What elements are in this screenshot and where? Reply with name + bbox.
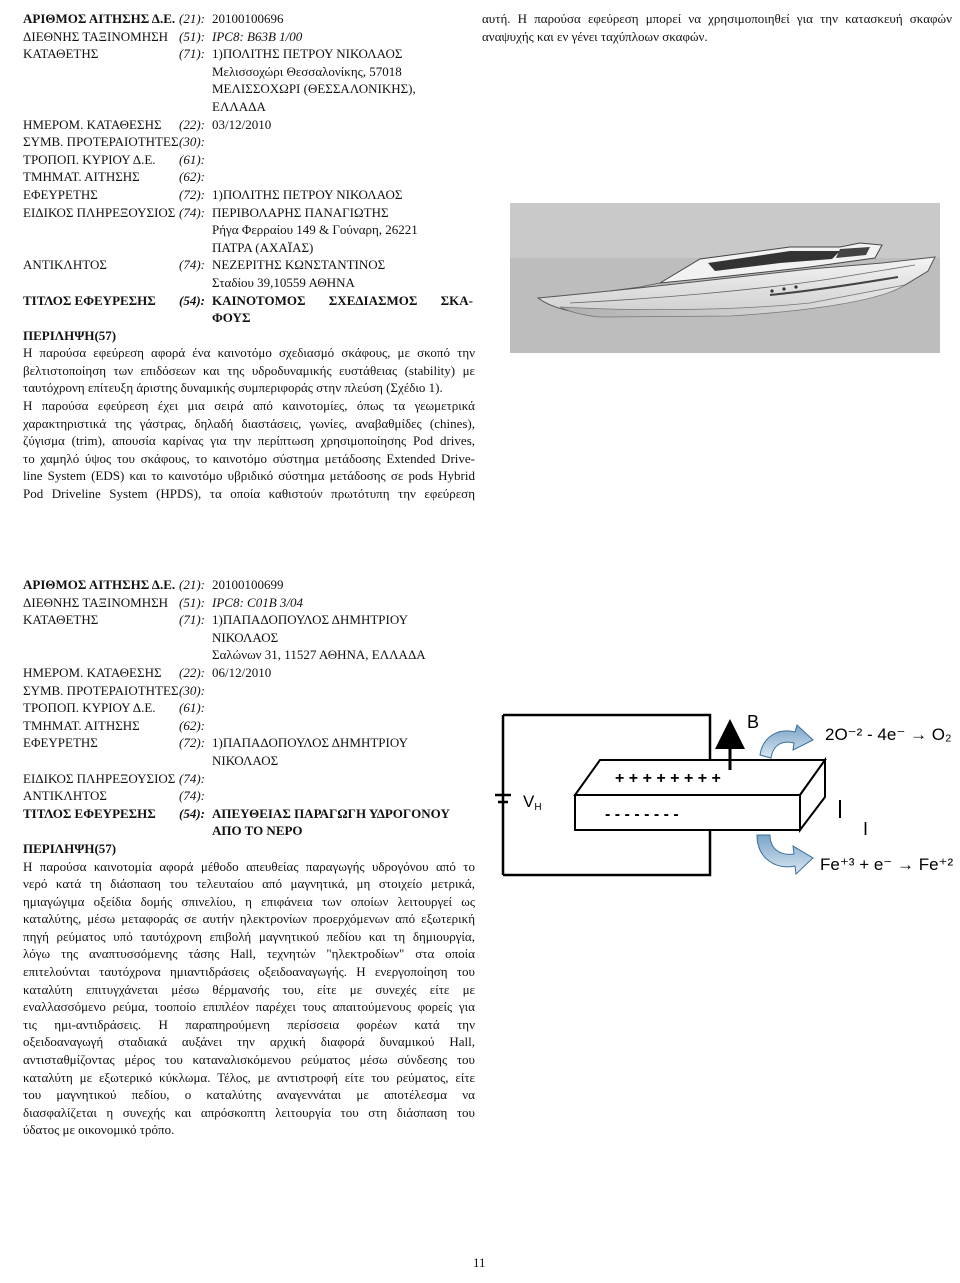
field-row: [23, 646, 475, 664]
field-value: [179, 98, 475, 116]
field-row: [23, 168, 475, 186]
field-label: [23, 629, 179, 647]
field-value: [179, 717, 475, 735]
field-value: [179, 770, 475, 788]
field-label: ΕΙΔΙΚΟΣ ΠΛΗΡΕΞΟΥΣΙΟΣ: [23, 770, 176, 786]
field-row: [23, 256, 475, 274]
field-text: ΠΑΤΡΑ (ΑΧΑΪΑΣ): [212, 239, 314, 255]
field-row: [23, 274, 475, 292]
abstract-line: Η παρούσα εφεύρεση αφορά ένα καινοτόμο σχεδιασμό σκάφους, με σκοπό την: [23, 345, 475, 361]
title-line-2: ΦΟΥΣ: [212, 310, 251, 326]
abstract-line: ζύγισμα (trim), απουσία καρίνας για την περίπτωση χρησιμοποίησης Pod drives,: [23, 433, 475, 449]
field-label: ΗΜΕΡΟΜ. ΚΑΤΑΘΕΣΗΣ: [23, 664, 162, 680]
field-label: [23, 63, 179, 81]
field-label: ΑΝΤΙΚΛΗΤΟΣ: [23, 257, 107, 273]
field-text: ΝΕΖΕΡΙΤΗΣ ΚΩΝΣΤΑΝΤΙΝΟΣ: [212, 257, 386, 273]
field-text: Σαλώνων 31, 11527 ΑΘΗΝΑ, ΕΛΛΑΔΑ: [212, 647, 426, 663]
abstract-line: του μαγνητικού πεδίου, ο καταλύτης αναγεννάται με αποτέλεσμα να: [23, 1087, 475, 1103]
field-value: [179, 116, 475, 134]
field-row: [23, 594, 475, 612]
abstract-line: καταλύτη επιτυγχάνεται μέσω θέρμανσής του, είτε με συνεχές είτε με: [23, 981, 475, 997]
title-line-1: ΚΑΙΝΟΤΟΜΟΣ ΣΧΕΔΙΑΣΜΟΣ ΣΚΑ-: [212, 292, 473, 308]
field-value: [179, 45, 475, 63]
field-row: [23, 98, 475, 116]
field-row: [23, 45, 475, 63]
title-line-1: ΑΠΕΥΘΕΙΑΣ ΠΑΡΑΓΩΓΗ ΥΔΡΟΓΟΝΟΥ: [212, 805, 450, 821]
field-text: Ρήγα Φερραίου 149 & Γούναρη, 26221: [212, 222, 418, 238]
abstract-line: ύδατος με οικονομικό τρόπο.: [23, 1122, 175, 1138]
field-value: [179, 682, 475, 700]
abstract-line: επιτελούνται ταυτόχρονα ημιαντιδράσεις οξειδοαναγωγής. Η ενεργοποίηση του: [23, 964, 475, 980]
record-1-abstract-continuation: [482, 10, 952, 45]
abstract-line: διασφαλίζεται η συνεχής και απρόσκοπτη λειτουργία του στη διάσπαση του: [23, 1104, 475, 1120]
field-text: IPC8: C01B 3/04: [212, 594, 303, 610]
field-text: 1)ΠΑΠΑΔΟΠΟΥΛΟΣ ΔΗΜΗΤΡΙΟΥ: [212, 612, 408, 628]
field-row: [23, 787, 475, 805]
vh-label: VH: [523, 792, 542, 813]
field-code: (74):: [179, 204, 205, 220]
field-text: 1)ΠΟΛΙΤΗΣ ΠΕΤΡΟΥ ΝΙΚΟΛΑΟΣ: [212, 46, 403, 62]
field-code: (62):: [179, 169, 205, 185]
abstract-line: οξειδοαναγωγή σταδιακά αυξάνει την αρχική διαφορά δυναμικού Hall,: [23, 1034, 475, 1050]
field-value: [179, 752, 475, 770]
field-row: [23, 221, 475, 239]
i-label: I: [863, 819, 869, 839]
field-text: 03/12/2010: [212, 116, 272, 132]
field-label: ΣΥΜΒ. ΠΡΟΤΕΡΑΙΟΤΗΤΕΣ: [23, 682, 179, 698]
field-label: [23, 752, 179, 770]
field-label: [23, 80, 179, 98]
field-text: 1)ΠΑΠΑΔΟΠΟΥΛΟΣ ΔΗΜΗΤΡΙΟΥ: [212, 735, 408, 751]
field-row: [23, 204, 475, 222]
page-number: 11: [473, 1255, 486, 1270]
field-text: ΠΕΡΙΒΟΛΑΡΗΣ ΠΑΝΑΓΙΩΤΗΣ: [212, 204, 389, 220]
iron-flow-arrow: [757, 835, 813, 874]
field-code: (72):: [179, 735, 205, 751]
abstract-line: εναλλασσόμενο ρεύμα, τοοποίο επιπλέον παρέχει τους απαιτούμενους φορείς για: [23, 999, 475, 1015]
field-value: [179, 576, 475, 594]
title-label: ΤΙΤΛΟΣ ΕΦΕΥΡΕΣΗΣ: [23, 805, 156, 821]
b-label: B: [747, 712, 760, 732]
top-reaction: 2O⁻² - 4e⁻ → O₂: [825, 725, 952, 744]
record-2: [23, 576, 475, 1139]
field-label: ΚΑΤΑΘΕΤΗΣ: [23, 46, 99, 62]
minus-charges: - - - - - - - -: [605, 806, 679, 823]
bottom-reaction: Fe⁺³ + e⁻ → Fe⁺²: [820, 855, 954, 874]
field-value: [179, 646, 475, 664]
field-label: [23, 221, 179, 239]
field-value: [179, 611, 475, 629]
record-1-fields: [23, 10, 475, 292]
field-row: [23, 770, 475, 788]
field-code: (71):: [179, 612, 205, 628]
field-label: ΗΜΕΡΟΜ. ΚΑΤΑΘΕΣΗΣ: [23, 116, 162, 132]
field-label: ΑΝΤΙΚΛΗΤΟΣ: [23, 788, 107, 804]
continuation-line: αυτή. Η παρούσα εφεύρεση μπορεί να χρησιμοποιηθεί για την κατασκευή σκαφών: [482, 11, 952, 26]
field-row: [23, 611, 475, 629]
field-text: ΝΙΚΟΛΑΟΣ: [212, 752, 279, 768]
field-value: [179, 274, 475, 292]
field-code: (74):: [179, 788, 205, 804]
abstract-line: line System (EDS) και το καινοτόμο υβριδικό σύστημα μετάδοσης σε pods Hybrid: [23, 468, 475, 484]
abstract-line: Η παρούσα εφεύρεση έχει μια σειρά από καινοτομίες, όπως τα γεωμετρικά: [23, 398, 475, 414]
record-1-title-row: [23, 292, 475, 310]
field-row: [23, 682, 475, 700]
field-text: IPC8: B63B 1/00: [212, 28, 303, 44]
field-label: ΔΙΕΘΝΗΣ ΤΑΞΙΝΟΜΗΣΗ: [23, 28, 169, 44]
abstract-heading: ΠΕΡΙΛΗΨΗ(57): [23, 840, 117, 856]
abstract-line: πηγή ρεύματος υπό ταυτόχρονη επιβολή μαγνητικού πεδίου και τη δημιουργία,: [23, 928, 475, 944]
field-label: [23, 646, 179, 664]
field-row: [23, 28, 475, 46]
record-1-abstract: [23, 344, 475, 502]
abstract-heading: ΠΕΡΙΛΗΨΗ(57): [23, 327, 117, 343]
field-row: [23, 752, 475, 770]
field-value: [179, 664, 475, 682]
field-row: [23, 186, 475, 204]
field-code: (61):: [179, 151, 205, 167]
field-label: ΤΡΟΠΟΠ. ΚΥΡΙΟΥ Δ.Ε.: [23, 700, 156, 716]
oxygen-flow-arrow: [760, 725, 813, 758]
title-value: (54): ΚΑΙΝΟΤΟΜΟΣ ΣΧΕΔΙΑΣΜΟΣ ΣΚΑ-: [179, 292, 473, 308]
field-row: [23, 734, 475, 752]
field-value: [179, 256, 475, 274]
field-text: Μελισσοχώρι Θεσσαλονίκης, 57018: [212, 63, 402, 79]
field-value: [179, 186, 475, 204]
field-text: 20100100699: [212, 577, 284, 592]
field-value: [179, 80, 475, 98]
field-code: (61):: [179, 700, 205, 716]
abstract-line: βελτιστοποίηση των επιδόσεων και της υδροδυναμικής ευστάθειας (stability) με: [23, 362, 475, 378]
field-row: [23, 699, 475, 717]
field-text: 06/12/2010: [212, 664, 272, 680]
abstract-line: Pod Driveline System (HPDS), τα οποία καθιστούν πρωτότυπη την εφεύρεση: [23, 486, 475, 502]
field-row: [23, 116, 475, 134]
field-code: (74):: [179, 257, 205, 273]
field-row: [23, 239, 475, 257]
field-label: ΤΜΗΜΑΤ. ΑΙΤΗΣΗΣ: [23, 717, 140, 733]
plus-charges: + + + + + + + +: [615, 770, 721, 787]
field-row: [23, 63, 475, 81]
abstract-line: καταλύτη με εξωτερικό κύκλωμα. Τέλος, με αντιστροφή είτε του ρεύματος, είτε: [23, 1069, 475, 1085]
field-value: [179, 63, 475, 81]
title-line-2: ΑΠΟ ΤΟ ΝΕΡΟ: [212, 823, 303, 839]
hall-effect-diagram: [495, 700, 955, 900]
field-text: ΜΕΛΙΣΣΟΧΩΡΙ (ΘΕΣΣΑΛΟΝΙΚΗΣ),: [212, 81, 416, 97]
field-code: (72):: [179, 186, 205, 202]
field-label: ΤΜΗΜΑΤ. ΑΙΤΗΣΗΣ: [23, 169, 140, 185]
field-label: [23, 274, 179, 292]
field-text: 1)ΠΟΛΙΤΗΣ ΠΕΤΡΟΥ ΝΙΚΟΛΑΟΣ: [212, 186, 403, 202]
abstract-line: λόγω της αναπτυσσόμενης τάσης Hall, τεχνητών "ηλεκτροδίων" στα οποία: [23, 946, 475, 962]
field-row: [23, 664, 475, 682]
abstract-line: ταυτόχρονη επίτευξη άριστης δυναμικής συμπεριφοράς στην πλεύση (Σχέδιο 1).: [23, 380, 443, 396]
field-label: ΑΡΙΘΜΟΣ ΑΙΤΗΣΗΣ Δ.Ε.: [23, 577, 176, 592]
field-row: [23, 629, 475, 647]
field-label: ΕΦΕΥΡΕΤΗΣ: [23, 735, 98, 751]
field-row: [23, 151, 475, 169]
field-code: (21):: [179, 11, 205, 26]
field-value: [179, 594, 475, 612]
field-text: 20100100696: [212, 11, 284, 26]
field-value: [179, 168, 475, 186]
field-value: [179, 787, 475, 805]
abstract-line: χαρακτηριστικά της γάστρας, δηλαδή διαστάσεις, γωνίες, αναβαθμίδες (chines),: [23, 415, 475, 431]
title-value: (54): ΑΠΕΥΘΕΙΑΣ ΠΑΡΑΓΩΓΗ ΥΔΡΟΓΟΝΟΥ: [179, 805, 475, 823]
field-code: (51):: [179, 594, 205, 610]
field-value: [179, 699, 475, 717]
field-value: [179, 239, 475, 257]
record-2-fields: [23, 576, 475, 805]
field-row: [23, 10, 475, 28]
field-label: ΚΑΤΑΘΕΤΗΣ: [23, 612, 99, 628]
field-label: ΕΙΔΙΚΟΣ ΠΛΗΡΕΞΟΥΣΙΟΣ: [23, 204, 176, 220]
field-value: [179, 204, 475, 222]
field-value: [179, 734, 475, 752]
field-value: [179, 133, 475, 151]
abstract-line: τις ημι-αντιδράσεις. Η παραπηρούμενη περίσσεια φορέων κατά την: [23, 1016, 475, 1032]
abstract-line: ημιαγώγιμα οξείδια δομής σπινελίου, η επιφάνεια των οποίων λειτουργεί ως: [23, 893, 475, 909]
field-value: [179, 221, 475, 239]
field-row: [23, 576, 475, 594]
abstract-line: νερό κατά τη διάσπαση του τελευταίου από μαγνητικά, μη στοιχείο μετρικά,: [23, 876, 475, 892]
field-label: ΤΡΟΠΟΠ. ΚΥΡΙΟΥ Δ.Ε.: [23, 151, 156, 167]
field-row: [23, 717, 475, 735]
field-label: ΣΥΜΒ. ΠΡΟΤΕΡΑΙΟΤΗΤΕΣ: [23, 134, 179, 150]
abstract-line: Η παρούσα καινοτομία αφορά μέθοδο απευθείας παραγωγής υδρογόνου από το: [23, 858, 475, 874]
title-label: ΤΙΤΛΟΣ ΕΦΕΥΡΕΣΗΣ: [23, 292, 156, 308]
field-text: ΕΛΛΑΔΑ: [212, 98, 266, 114]
field-code: (21):: [179, 577, 205, 592]
field-value: [179, 151, 475, 169]
field-value: [179, 10, 475, 28]
field-code: (62):: [179, 717, 205, 733]
record-2-abstract: [23, 858, 475, 1140]
boat-figure: [510, 203, 940, 353]
field-label: [23, 239, 179, 257]
field-value: [179, 28, 475, 46]
abstract-line: αντισταθμίζοντας μέρος του καταναλισκόμενου ρεύματος μέσω σύνδεσης του: [23, 1052, 475, 1068]
field-code: (30):: [179, 682, 205, 698]
field-code: (30):: [179, 134, 205, 150]
field-code: (22):: [179, 116, 205, 132]
field-code: (74):: [179, 770, 205, 786]
abstract-line: καταλύτης, μέσω μεταφοράς σε αυτήν ηλεκτρονίων προερχόμενων από εξωτερική: [23, 911, 475, 927]
field-label: ΔΙΕΘΝΗΣ ΤΑΞΙΝΟΜΗΣΗ: [23, 594, 169, 610]
field-label: ΕΦΕΥΡΕΤΗΣ: [23, 186, 98, 202]
record-1: [23, 10, 475, 503]
field-code: (51):: [179, 28, 205, 44]
continuation-line: αναψυχής και εν γένει ταχύπλοων σκαφών.: [482, 28, 708, 44]
field-label: ΑΡΙΘΜΟΣ ΑΙΤΗΣΗΣ Δ.Ε.: [23, 11, 176, 26]
field-text: Σταδίου 39,10559 ΑΘΗΝΑ: [212, 274, 355, 290]
abstract-line: το χαμηλό ύψος του σκάφους, το καινοτόμο σύστημα μετάδοσης Extended Drive-: [23, 450, 475, 466]
field-row: [23, 133, 475, 151]
field-label: [23, 98, 179, 116]
field-code: (22):: [179, 664, 205, 680]
field-value: [179, 629, 475, 647]
field-code: (71):: [179, 46, 205, 62]
field-text: ΝΙΚΟΛΑΟΣ: [212, 629, 279, 645]
record-2-title-row: [23, 805, 475, 823]
field-row: [23, 80, 475, 98]
